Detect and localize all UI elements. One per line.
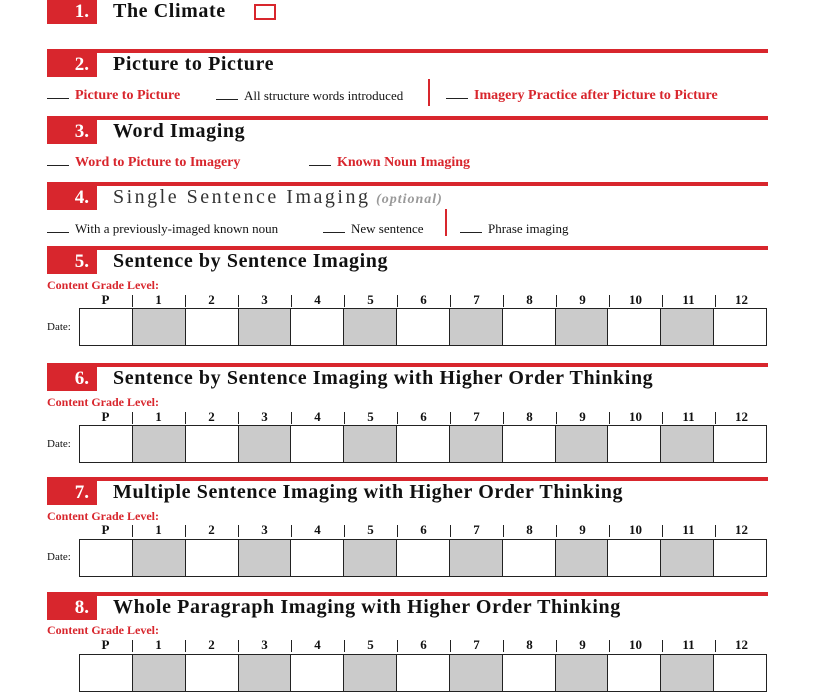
- grade-label: 5: [367, 522, 374, 537]
- grade-cell[interactable]: [397, 309, 450, 345]
- section-2-option-1[interactable]: [47, 87, 180, 104]
- grade-cell[interactable]: [133, 540, 186, 576]
- grade-label: 2: [208, 292, 215, 307]
- grade-label: 9: [579, 522, 586, 537]
- grade-tick: [450, 295, 451, 307]
- grade-label: 7: [473, 637, 480, 652]
- grade-cell[interactable]: [291, 309, 344, 345]
- grade-label: 3: [261, 409, 268, 424]
- checkmark-blank[interactable]: [216, 90, 238, 100]
- grade-cell[interactable]: [397, 655, 450, 691]
- grade-tick: [609, 412, 610, 424]
- grade-tick: [450, 412, 451, 424]
- grade-cell[interactable]: [503, 309, 556, 345]
- grade-cell[interactable]: [186, 309, 239, 345]
- grade-label: 11: [682, 637, 695, 652]
- section-4-title: [113, 186, 443, 209]
- grade-label: 8: [526, 522, 533, 537]
- grade-tick: [609, 525, 610, 537]
- section-4-number: 4.: [47, 186, 97, 210]
- grade-cell[interactable]: [661, 540, 714, 576]
- grade-label: 2: [208, 409, 215, 424]
- grade-cell[interactable]: [186, 426, 239, 462]
- grade-tick: [132, 640, 133, 652]
- grade-tick: [185, 295, 186, 307]
- grade-label: 11: [682, 409, 695, 424]
- date-label: Date:: [47, 551, 71, 563]
- grade-label: P: [101, 292, 110, 307]
- grade-cell[interactable]: [186, 540, 239, 576]
- grade-tick: [291, 412, 292, 424]
- section-2-option-3[interactable]: [446, 87, 718, 104]
- optional-note: (optional): [376, 192, 443, 207]
- section-8-number: 8.: [47, 596, 97, 620]
- option-label: Phrase imaging: [488, 221, 569, 236]
- grade-cell[interactable]: [503, 540, 556, 576]
- grade-cell[interactable]: [450, 540, 503, 576]
- grade-label: 9: [579, 292, 586, 307]
- section-3-title: Word Imaging: [113, 120, 246, 142]
- content-grade-level-label: Content Grade Level:: [47, 509, 159, 523]
- grade-cell[interactable]: [80, 426, 133, 462]
- grade-tick: [185, 640, 186, 652]
- grade-cell[interactable]: [450, 426, 503, 462]
- grade-tick: [556, 295, 557, 307]
- grade-cell[interactable]: [397, 540, 450, 576]
- checkmark-blank[interactable]: [446, 89, 468, 99]
- grade-cell[interactable]: [239, 309, 292, 345]
- grade-label: 3: [261, 522, 268, 537]
- option-label: Known Noun Imaging: [337, 155, 471, 170]
- grade-tick: [344, 412, 345, 424]
- grade-cell[interactable]: [291, 426, 344, 462]
- grade-cell[interactable]: [344, 309, 397, 345]
- grade-tick: [503, 412, 504, 424]
- grade-label: 10: [629, 409, 642, 424]
- grade-tick: [238, 412, 239, 424]
- grade-label: 3: [261, 637, 268, 652]
- grade-label: 6: [420, 637, 427, 652]
- grade-label: 5: [367, 292, 374, 307]
- grade-label: 12: [735, 292, 748, 307]
- grade-tick: [715, 640, 716, 652]
- content-grade-level-label: Content Grade Level:: [47, 395, 159, 409]
- section-5-title: Sentence by Sentence Imaging: [113, 250, 389, 272]
- grade-label: 3: [261, 292, 268, 307]
- checkmark-blank[interactable]: [47, 156, 69, 166]
- grade-cell[interactable]: [133, 426, 186, 462]
- checkmark-blank[interactable]: [47, 89, 69, 99]
- grade-tick: [185, 525, 186, 537]
- grade-tick: [450, 525, 451, 537]
- section-4-option-3[interactable]: [460, 221, 569, 237]
- grade-label: 10: [629, 522, 642, 537]
- grade-tick: [662, 412, 663, 424]
- grade-label: P: [101, 522, 110, 537]
- section-2-number: 2.: [47, 53, 97, 77]
- grade-cell[interactable]: [291, 655, 344, 691]
- grade-label: 12: [735, 409, 748, 424]
- grade-tick: [132, 525, 133, 537]
- grade-labels-row: [79, 409, 767, 425]
- grade-cell[interactable]: [239, 540, 292, 576]
- grade-tick: [556, 412, 557, 424]
- grade-tick: [344, 525, 345, 537]
- grade-tick: [238, 295, 239, 307]
- grade-label: 4: [314, 522, 321, 537]
- grade-cell[interactable]: [186, 655, 239, 691]
- vertical-divider: [428, 79, 430, 106]
- checkmark-blank[interactable]: [460, 223, 482, 233]
- grade-tick: [291, 640, 292, 652]
- section-2-option-2[interactable]: [216, 88, 403, 104]
- grade-cell[interactable]: [714, 426, 766, 462]
- grade-tick: [132, 412, 133, 424]
- section-7-title: Multiple Sentence Imaging with Higher Order Thinking: [113, 481, 624, 503]
- option-label: Picture to Picture: [75, 88, 181, 103]
- section-1-title: The Climate: [113, 0, 226, 22]
- grade-tick: [291, 525, 292, 537]
- grade-label: 2: [208, 522, 215, 537]
- grade-labels-row: [79, 292, 767, 308]
- grade-tick: [238, 640, 239, 652]
- grade-cell[interactable]: [714, 655, 766, 691]
- grade-cell[interactable]: [608, 540, 661, 576]
- grade-label: 4: [314, 637, 321, 652]
- section-1-number: 1.: [47, 0, 97, 24]
- grade-cell[interactable]: [714, 540, 766, 576]
- section-6-number: 6.: [47, 367, 97, 391]
- grade-cells-row: [79, 539, 767, 577]
- checkmark-blank[interactable]: [323, 223, 345, 233]
- checkmark-blank[interactable]: [309, 156, 331, 166]
- grade-cell[interactable]: [239, 655, 292, 691]
- grade-label: 1: [155, 409, 162, 424]
- grade-tick: [503, 525, 504, 537]
- grade-label: 8: [526, 637, 533, 652]
- option-label: All structure words introduced: [244, 88, 404, 103]
- option-label: With a previously-imaged known noun: [75, 221, 279, 236]
- section-5-number: 5.: [47, 250, 97, 274]
- grade-tick: [344, 295, 345, 307]
- grade-label: 9: [579, 409, 586, 424]
- grade-tick: [715, 412, 716, 424]
- content-grade-level-label: Content Grade Level:: [47, 278, 159, 292]
- grade-label: 6: [420, 409, 427, 424]
- vertical-divider: [445, 209, 447, 236]
- grade-cell[interactable]: [661, 655, 714, 691]
- grade-tick: [397, 640, 398, 652]
- grade-label: 7: [473, 292, 480, 307]
- grade-cell[interactable]: [503, 426, 556, 462]
- grade-tick: [397, 412, 398, 424]
- grade-tick: [503, 640, 504, 652]
- grade-cell[interactable]: [556, 540, 609, 576]
- grade-cell[interactable]: [80, 655, 133, 691]
- grade-labels-row: [79, 637, 767, 653]
- grade-tick: [503, 295, 504, 307]
- grade-label: 9: [579, 637, 586, 652]
- grade-tick: [238, 525, 239, 537]
- grade-tick: [715, 525, 716, 537]
- option-label: New sentence: [351, 221, 424, 236]
- grade-tick: [662, 525, 663, 537]
- grade-tick: [344, 640, 345, 652]
- grade-label: 2: [208, 637, 215, 652]
- grade-label: 5: [367, 637, 374, 652]
- grade-cell[interactable]: [503, 655, 556, 691]
- grade-tick: [185, 412, 186, 424]
- content-grade-level-label: Content Grade Level:: [47, 623, 159, 637]
- grade-cell[interactable]: [450, 655, 503, 691]
- grade-label: 6: [420, 292, 427, 307]
- grade-cell[interactable]: [608, 309, 661, 345]
- section-3-option-2[interactable]: [309, 154, 470, 171]
- section-3-number: 3.: [47, 120, 97, 144]
- grade-cell[interactable]: [344, 426, 397, 462]
- checkmark-blank[interactable]: [47, 223, 69, 233]
- section-6-title: Sentence by Sentence Imaging with Higher Order Thinking: [113, 367, 654, 389]
- grade-cell[interactable]: [608, 655, 661, 691]
- grade-tick: [715, 295, 716, 307]
- grade-cell[interactable]: [133, 309, 186, 345]
- grade-tick: [609, 295, 610, 307]
- grade-cell[interactable]: [397, 426, 450, 462]
- grade-cell[interactable]: [608, 426, 661, 462]
- grade-cell[interactable]: [556, 309, 609, 345]
- grade-cell[interactable]: [344, 655, 397, 691]
- grade-cell[interactable]: [80, 309, 133, 345]
- grade-cell[interactable]: [344, 540, 397, 576]
- grade-cell[interactable]: [556, 426, 609, 462]
- grade-cell[interactable]: [661, 309, 714, 345]
- grade-tick: [397, 295, 398, 307]
- grade-label: 6: [420, 522, 427, 537]
- date-label: Date:: [47, 321, 71, 333]
- grade-tick: [556, 525, 557, 537]
- grade-tick: [397, 525, 398, 537]
- grade-cell[interactable]: [80, 540, 133, 576]
- grade-cell[interactable]: [291, 540, 344, 576]
- grade-labels-row: [79, 522, 767, 538]
- climate-checkbox[interactable]: [254, 4, 276, 20]
- option-label: Word to Picture to Imagery: [75, 155, 241, 170]
- grade-cells-row: [79, 425, 767, 463]
- grade-label: 7: [473, 409, 480, 424]
- grade-label: 12: [735, 522, 748, 537]
- section-3-option-1[interactable]: [47, 154, 240, 171]
- grade-tick: [450, 640, 451, 652]
- grade-label: P: [101, 409, 110, 424]
- grade-tick: [662, 640, 663, 652]
- grade-label: 7: [473, 522, 480, 537]
- grade-label: 11: [682, 522, 695, 537]
- grade-cells-row: [79, 308, 767, 346]
- grade-label: 4: [314, 409, 321, 424]
- grade-label: 8: [526, 292, 533, 307]
- grade-tick: [132, 295, 133, 307]
- section-2-title: Picture to Picture: [113, 53, 275, 75]
- grade-label: 10: [629, 292, 642, 307]
- grade-label: P: [101, 637, 110, 652]
- grade-tick: [291, 295, 292, 307]
- grade-label: 5: [367, 409, 374, 424]
- grade-tick: [609, 640, 610, 652]
- grade-label: 1: [155, 292, 162, 307]
- section-8-title: Whole Paragraph Imaging with Higher Order Thinking: [113, 596, 621, 618]
- grade-cell[interactable]: [556, 655, 609, 691]
- grade-tick: [556, 640, 557, 652]
- date-label: Date:: [47, 438, 71, 450]
- grade-label: 11: [682, 292, 695, 307]
- grade-label: 1: [155, 522, 162, 537]
- section-4-option-1[interactable]: [47, 221, 278, 237]
- grade-label: 8: [526, 409, 533, 424]
- grade-cell[interactable]: [661, 426, 714, 462]
- section-4-option-2[interactable]: [323, 221, 424, 237]
- grade-label: 4: [314, 292, 321, 307]
- grade-cell[interactable]: [714, 309, 766, 345]
- grade-tick: [662, 295, 663, 307]
- grade-cell[interactable]: [450, 309, 503, 345]
- section-7-number: 7.: [47, 481, 97, 505]
- grade-cell[interactable]: [133, 655, 186, 691]
- grade-label: 10: [629, 637, 642, 652]
- grade-cell[interactable]: [239, 426, 292, 462]
- option-label: Imagery Practice after Picture to Picture: [474, 88, 718, 103]
- grade-label: 12: [735, 637, 748, 652]
- grade-label: 1: [155, 637, 162, 652]
- section-4-title-text: Single Sentence Imaging: [113, 186, 371, 208]
